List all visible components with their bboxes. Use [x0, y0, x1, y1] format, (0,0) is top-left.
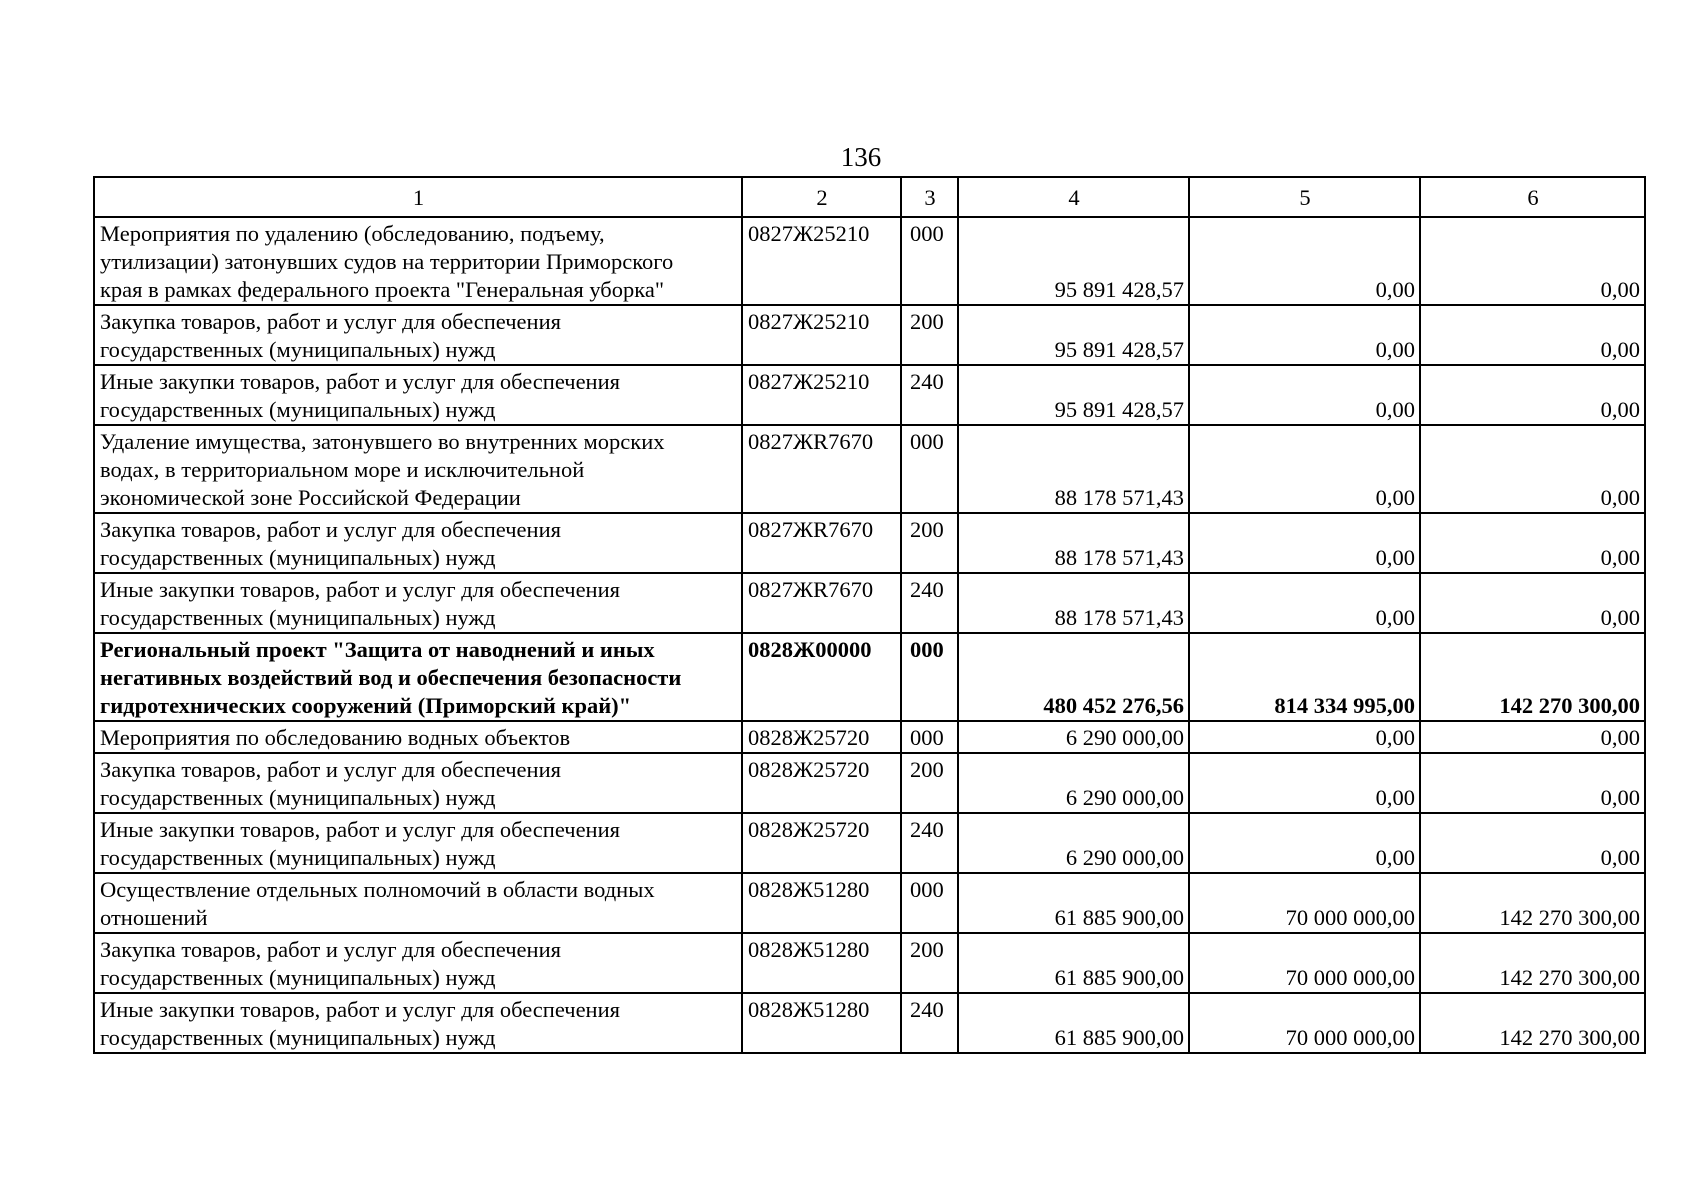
amount-col5-cell: 70 000 000,00	[1189, 933, 1420, 993]
item-name-cell	[94, 425, 742, 513]
item-name-line: Закупка товаров, работ и услуг для обеспечения	[100, 757, 561, 782]
header-cell-3: 3	[901, 177, 958, 217]
table-row	[94, 305, 1645, 365]
amount-col4-cell: 480 452 276,56	[958, 633, 1189, 721]
amount-col5-cell: 0,00	[1189, 513, 1420, 573]
amount-col5-cell: 0,00	[1189, 573, 1420, 633]
item-name-line: Удаление имущества, затонувшего во внутренних морских	[100, 429, 665, 454]
table-row	[94, 721, 1645, 753]
amount-col6-cell: 0,00	[1420, 425, 1645, 513]
item-name-line: Иные закупки товаров, работ и услуг для обеспечения	[100, 817, 620, 842]
item-name-line: государственных (муниципальных) нужд	[100, 545, 496, 570]
target-code-cell: 0828Ж51280	[742, 873, 901, 933]
item-name-line: Региональный проект "Защита от наводнений и иных	[100, 637, 655, 662]
expense-type-cell: 240	[901, 573, 958, 633]
item-name-line: государственных (муниципальных) нужд	[100, 785, 496, 810]
amount-col4-cell: 61 885 900,00	[958, 933, 1189, 993]
amount-col5-cell: 70 000 000,00	[1189, 873, 1420, 933]
item-name-line: Иные закупки товаров, работ и услуг для обеспечения	[100, 577, 620, 602]
amount-col5-cell: 0,00	[1189, 721, 1420, 753]
expense-type-cell: 200	[901, 933, 958, 993]
target-code-cell: 0827ЖR7670	[742, 573, 901, 633]
target-code-cell: 0827Ж25210	[742, 217, 901, 305]
item-name-line: Мероприятия по обследованию водных объектов	[100, 725, 571, 750]
expense-type-cell: 200	[901, 513, 958, 573]
table-row	[94, 993, 1645, 1053]
amount-col5-cell: 0,00	[1189, 365, 1420, 425]
item-name-cell	[94, 513, 742, 573]
target-code-cell: 0827ЖR7670	[742, 425, 901, 513]
item-name-cell	[94, 573, 742, 633]
item-name-line: водах, в территориальном море и исключительной	[100, 457, 585, 482]
expense-type-cell: 000	[901, 217, 958, 305]
table-row	[94, 217, 1645, 305]
table-row	[94, 513, 1645, 573]
amount-col5-cell: 0,00	[1189, 753, 1420, 813]
header-row	[94, 177, 1645, 217]
expense-type-cell: 240	[901, 813, 958, 873]
header-cell-6: 6	[1420, 177, 1645, 217]
expense-type-cell: 240	[901, 993, 958, 1053]
amount-col4-cell: 95 891 428,57	[958, 305, 1189, 365]
page-number: 136	[840, 142, 882, 172]
item-name-line: Закупка товаров, работ и услуг для обеспечения	[100, 937, 561, 962]
target-code-cell: 0828Ж51280	[742, 993, 901, 1053]
amount-col5-cell: 814 334 995,00	[1189, 633, 1420, 721]
table-row	[94, 753, 1645, 813]
amount-col5-cell: 0,00	[1189, 217, 1420, 305]
table-row	[94, 633, 1645, 721]
amount-col6-cell: 0,00	[1420, 365, 1645, 425]
item-name-line: отношений	[100, 905, 208, 930]
amount-col6-cell: 0,00	[1420, 513, 1645, 573]
item-name-line: государственных (муниципальных) нужд	[100, 337, 496, 362]
table-row	[94, 873, 1645, 933]
amount-col6-cell: 0,00	[1420, 753, 1645, 813]
item-name-cell	[94, 365, 742, 425]
item-name-line: края в рамках федерального проекта "Генеральная уборка"	[100, 277, 665, 302]
item-name-cell	[94, 873, 742, 933]
amount-col6-cell: 142 270 300,00	[1420, 633, 1645, 721]
amount-col6-cell: 0,00	[1420, 721, 1645, 753]
table-row	[94, 813, 1645, 873]
amount-col4-cell: 95 891 428,57	[958, 217, 1189, 305]
table-row	[94, 365, 1645, 425]
amount-col4-cell: 6 290 000,00	[958, 753, 1189, 813]
expense-type-cell: 000	[901, 873, 958, 933]
expense-type-cell: 200	[901, 305, 958, 365]
item-name-line: Иные закупки товаров, работ и услуг для обеспечения	[100, 369, 620, 394]
amount-col6-cell: 0,00	[1420, 813, 1645, 873]
item-name-cell	[94, 721, 742, 753]
header-cell-1: 1	[94, 177, 742, 217]
budget-table	[93, 176, 1646, 1054]
amount-col4-cell: 61 885 900,00	[958, 873, 1189, 933]
item-name-cell	[94, 217, 742, 305]
amount-col6-cell: 142 270 300,00	[1420, 993, 1645, 1053]
table-row	[94, 573, 1645, 633]
item-name-cell	[94, 305, 742, 365]
amount-col4-cell: 88 178 571,43	[958, 573, 1189, 633]
amount-col6-cell: 0,00	[1420, 217, 1645, 305]
target-code-cell: 0828Ж25720	[742, 813, 901, 873]
amount-col5-cell: 70 000 000,00	[1189, 993, 1420, 1053]
item-name-line: Осуществление отдельных полномочий в области водных	[100, 877, 655, 902]
item-name-line: экономической зоне Российской Федерации	[100, 485, 521, 510]
amount-col4-cell: 6 290 000,00	[958, 721, 1189, 753]
amount-col4-cell: 88 178 571,43	[958, 425, 1189, 513]
amount-col5-cell: 0,00	[1189, 305, 1420, 365]
item-name-cell	[94, 633, 742, 721]
item-name-line: гидротехнических сооружений (Приморский край)"	[100, 693, 632, 718]
expense-type-cell: 000	[901, 425, 958, 513]
target-code-cell: 0827ЖR7670	[742, 513, 901, 573]
item-name-line: государственных (муниципальных) нужд	[100, 605, 496, 630]
expense-type-cell: 000	[901, 721, 958, 753]
amount-col5-cell: 0,00	[1189, 425, 1420, 513]
target-code-cell: 0828Ж51280	[742, 933, 901, 993]
item-name-line: Закупка товаров, работ и услуг для обеспечения	[100, 309, 561, 334]
expense-type-cell: 240	[901, 365, 958, 425]
table-body	[94, 177, 1645, 1053]
target-code-cell: 0828Ж25720	[742, 753, 901, 813]
item-name-line: государственных (муниципальных) нужд	[100, 845, 496, 870]
table-row	[94, 933, 1645, 993]
amount-col4-cell: 95 891 428,57	[958, 365, 1189, 425]
header-cell-2: 2	[742, 177, 901, 217]
amount-col6-cell: 0,00	[1420, 305, 1645, 365]
target-code-cell: 0828Ж25720	[742, 721, 901, 753]
expense-type-cell: 000	[901, 633, 958, 721]
amount-col4-cell: 88 178 571,43	[958, 513, 1189, 573]
item-name-cell	[94, 813, 742, 873]
item-name-cell	[94, 993, 742, 1053]
amount-col6-cell: 142 270 300,00	[1420, 873, 1645, 933]
target-code-cell: 0828Ж00000	[742, 633, 901, 721]
target-code-cell: 0827Ж25210	[742, 305, 901, 365]
item-name-cell	[94, 753, 742, 813]
header-cell-4: 4	[958, 177, 1189, 217]
amount-col5-cell: 0,00	[1189, 813, 1420, 873]
amount-col6-cell: 142 270 300,00	[1420, 933, 1645, 993]
item-name-line: негативных воздействий вод и обеспечения безопасности	[100, 665, 682, 690]
item-name-line: государственных (муниципальных) нужд	[100, 1025, 496, 1050]
item-name-line: государственных (муниципальных) нужд	[100, 965, 496, 990]
item-name-line: утилизации) затонувших судов на территории Приморского	[100, 249, 674, 274]
header-cell-5: 5	[1189, 177, 1420, 217]
item-name-line: государственных (муниципальных) нужд	[100, 397, 496, 422]
amount-col4-cell: 6 290 000,00	[958, 813, 1189, 873]
item-name-line: Закупка товаров, работ и услуг для обеспечения	[100, 517, 561, 542]
table-row	[94, 425, 1645, 513]
item-name-line: Мероприятия по удалению (обследованию, подъему,	[100, 221, 605, 246]
item-name-cell	[94, 933, 742, 993]
target-code-cell: 0827Ж25210	[742, 365, 901, 425]
amount-col6-cell: 0,00	[1420, 573, 1645, 633]
expense-type-cell: 200	[901, 753, 958, 813]
item-name-line: Иные закупки товаров, работ и услуг для обеспечения	[100, 997, 620, 1022]
amount-col4-cell: 61 885 900,00	[958, 993, 1189, 1053]
